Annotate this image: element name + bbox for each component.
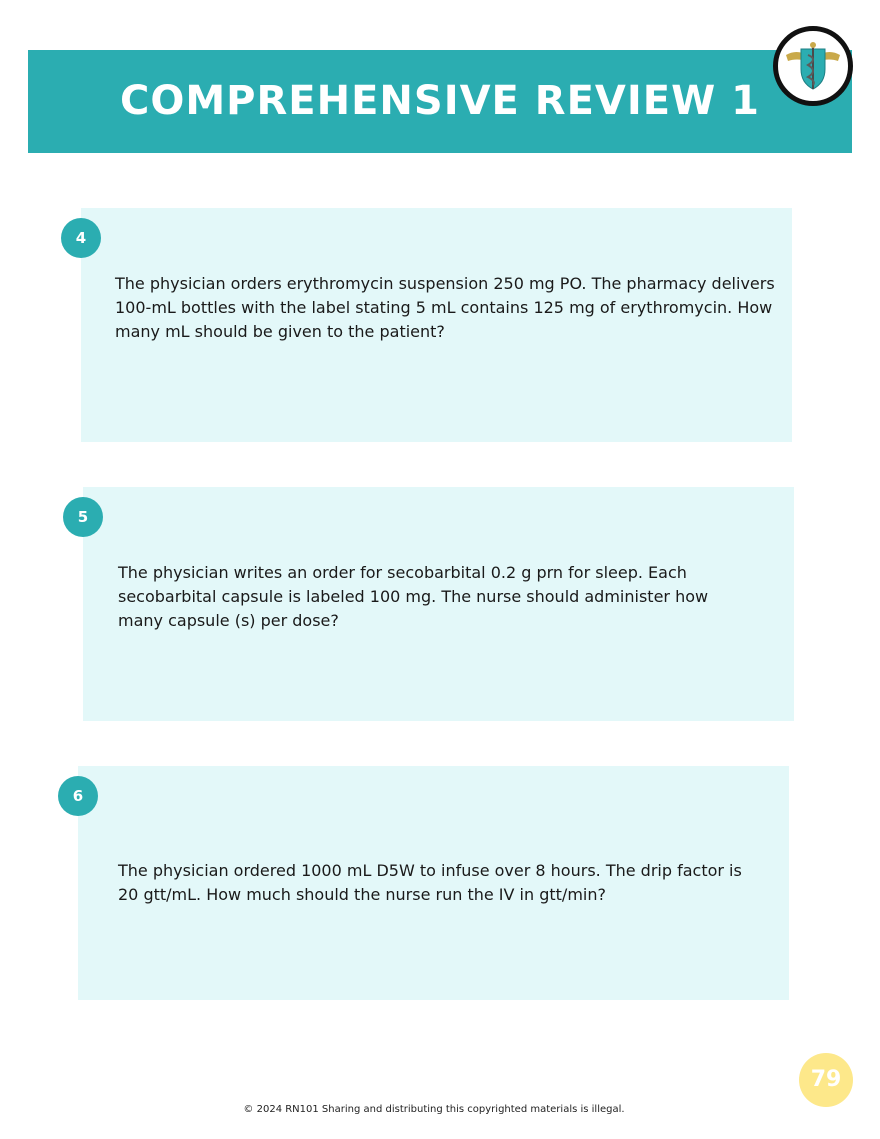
question-text: The physician writes an order for secobarbital 0.2 g prn for sleep. Each secobarbital capsule is labeled 100 mg. The nurse should administer how many capsule (s) per dose? — [118, 563, 709, 630]
question-number-badge: 6 — [58, 776, 98, 816]
copyright-footer: © 2024 RN101 Sharing and distributing this copyrighted materials is illegal. — [243, 1104, 625, 1115]
page-number-badge: 79 — [799, 1053, 853, 1107]
question-number-badge: 5 — [63, 497, 103, 537]
header-band — [28, 50, 852, 153]
logo-badge — [773, 26, 853, 106]
page-title: COMPREHENSIVE REVIEW 1 — [120, 78, 760, 124]
question-text: The physician ordered 1000 mL D5W to infuse over 8 hours. The drip factor is 20 gtt/mL. How much should the nurse run the IV in gtt/min? — [118, 861, 742, 904]
question-number-badge: 4 — [61, 218, 101, 258]
caduceus-shield-icon — [778, 31, 848, 101]
question-text: The physician orders erythromycin suspension 250 mg PO. The pharmacy delivers 100-mL bottles with the label stating 5 mL contains 125 mg of erythromycin. How many mL should be given to the patient? — [115, 274, 775, 341]
